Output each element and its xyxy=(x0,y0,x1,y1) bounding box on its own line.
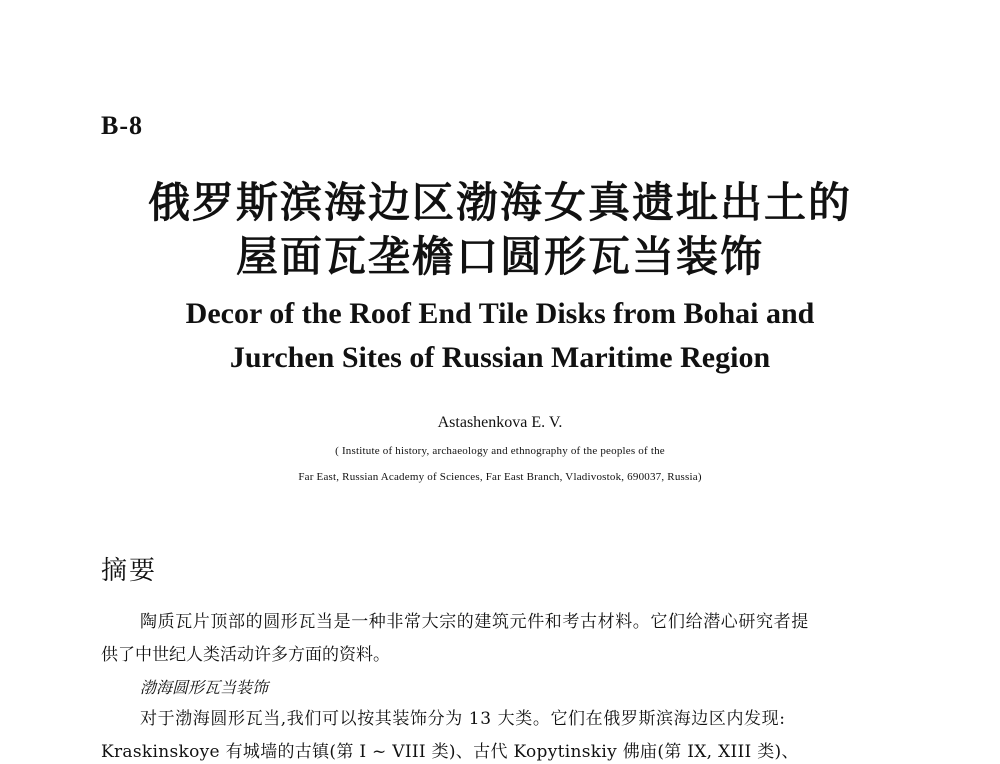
title-chinese-line-2: 屋面瓦垄檐口圆形瓦当装饰 xyxy=(235,232,764,281)
abstract-heading: 摘要 xyxy=(101,556,158,586)
affiliation-line-2: Far East, Russian Academy of Sciences, Far East Branch, Vladivostok, 690037, Russia) xyxy=(298,471,702,483)
abstract-paragraph-line: 陶质瓦片顶部的圆形瓦当是一种非常大宗的建筑元件和考古材料。它们给潜心研究者提 xyxy=(140,612,809,632)
title-chinese-line-1: 俄罗斯滨海边区渤海女真遗址出土的 xyxy=(147,178,852,227)
abstract-subheading: 渤海圆形瓦当装饰 xyxy=(140,678,269,697)
abstract-paragraph-line: 供了中世纪人类活动许多方面的资料。 xyxy=(101,645,390,665)
title-english-line-1: Decor of the Roof End Tile Disks from Bohai and xyxy=(185,297,815,330)
abstract-paragraph-line: Kraskinskoye 有城墙的古镇(第 I ~ VIII 类)、古代 Kopytinskiy 佛庙(第 IX, XIII 类)、 xyxy=(101,742,799,762)
affiliation-line-1: ( Institute of history, archaeology and ethnography of the peoples of the xyxy=(335,445,665,457)
paper-code: B-8 xyxy=(101,111,143,140)
title-english-line-2: Jurchen Sites of Russian Maritime Region xyxy=(229,341,771,374)
abstract-paragraph-line: 对于渤海圆形瓦当,我们可以按其装饰分为 13 大类。它们在俄罗斯滨海边区内发现: xyxy=(140,709,786,729)
author-name: Astashenkova E. V. xyxy=(437,414,563,431)
